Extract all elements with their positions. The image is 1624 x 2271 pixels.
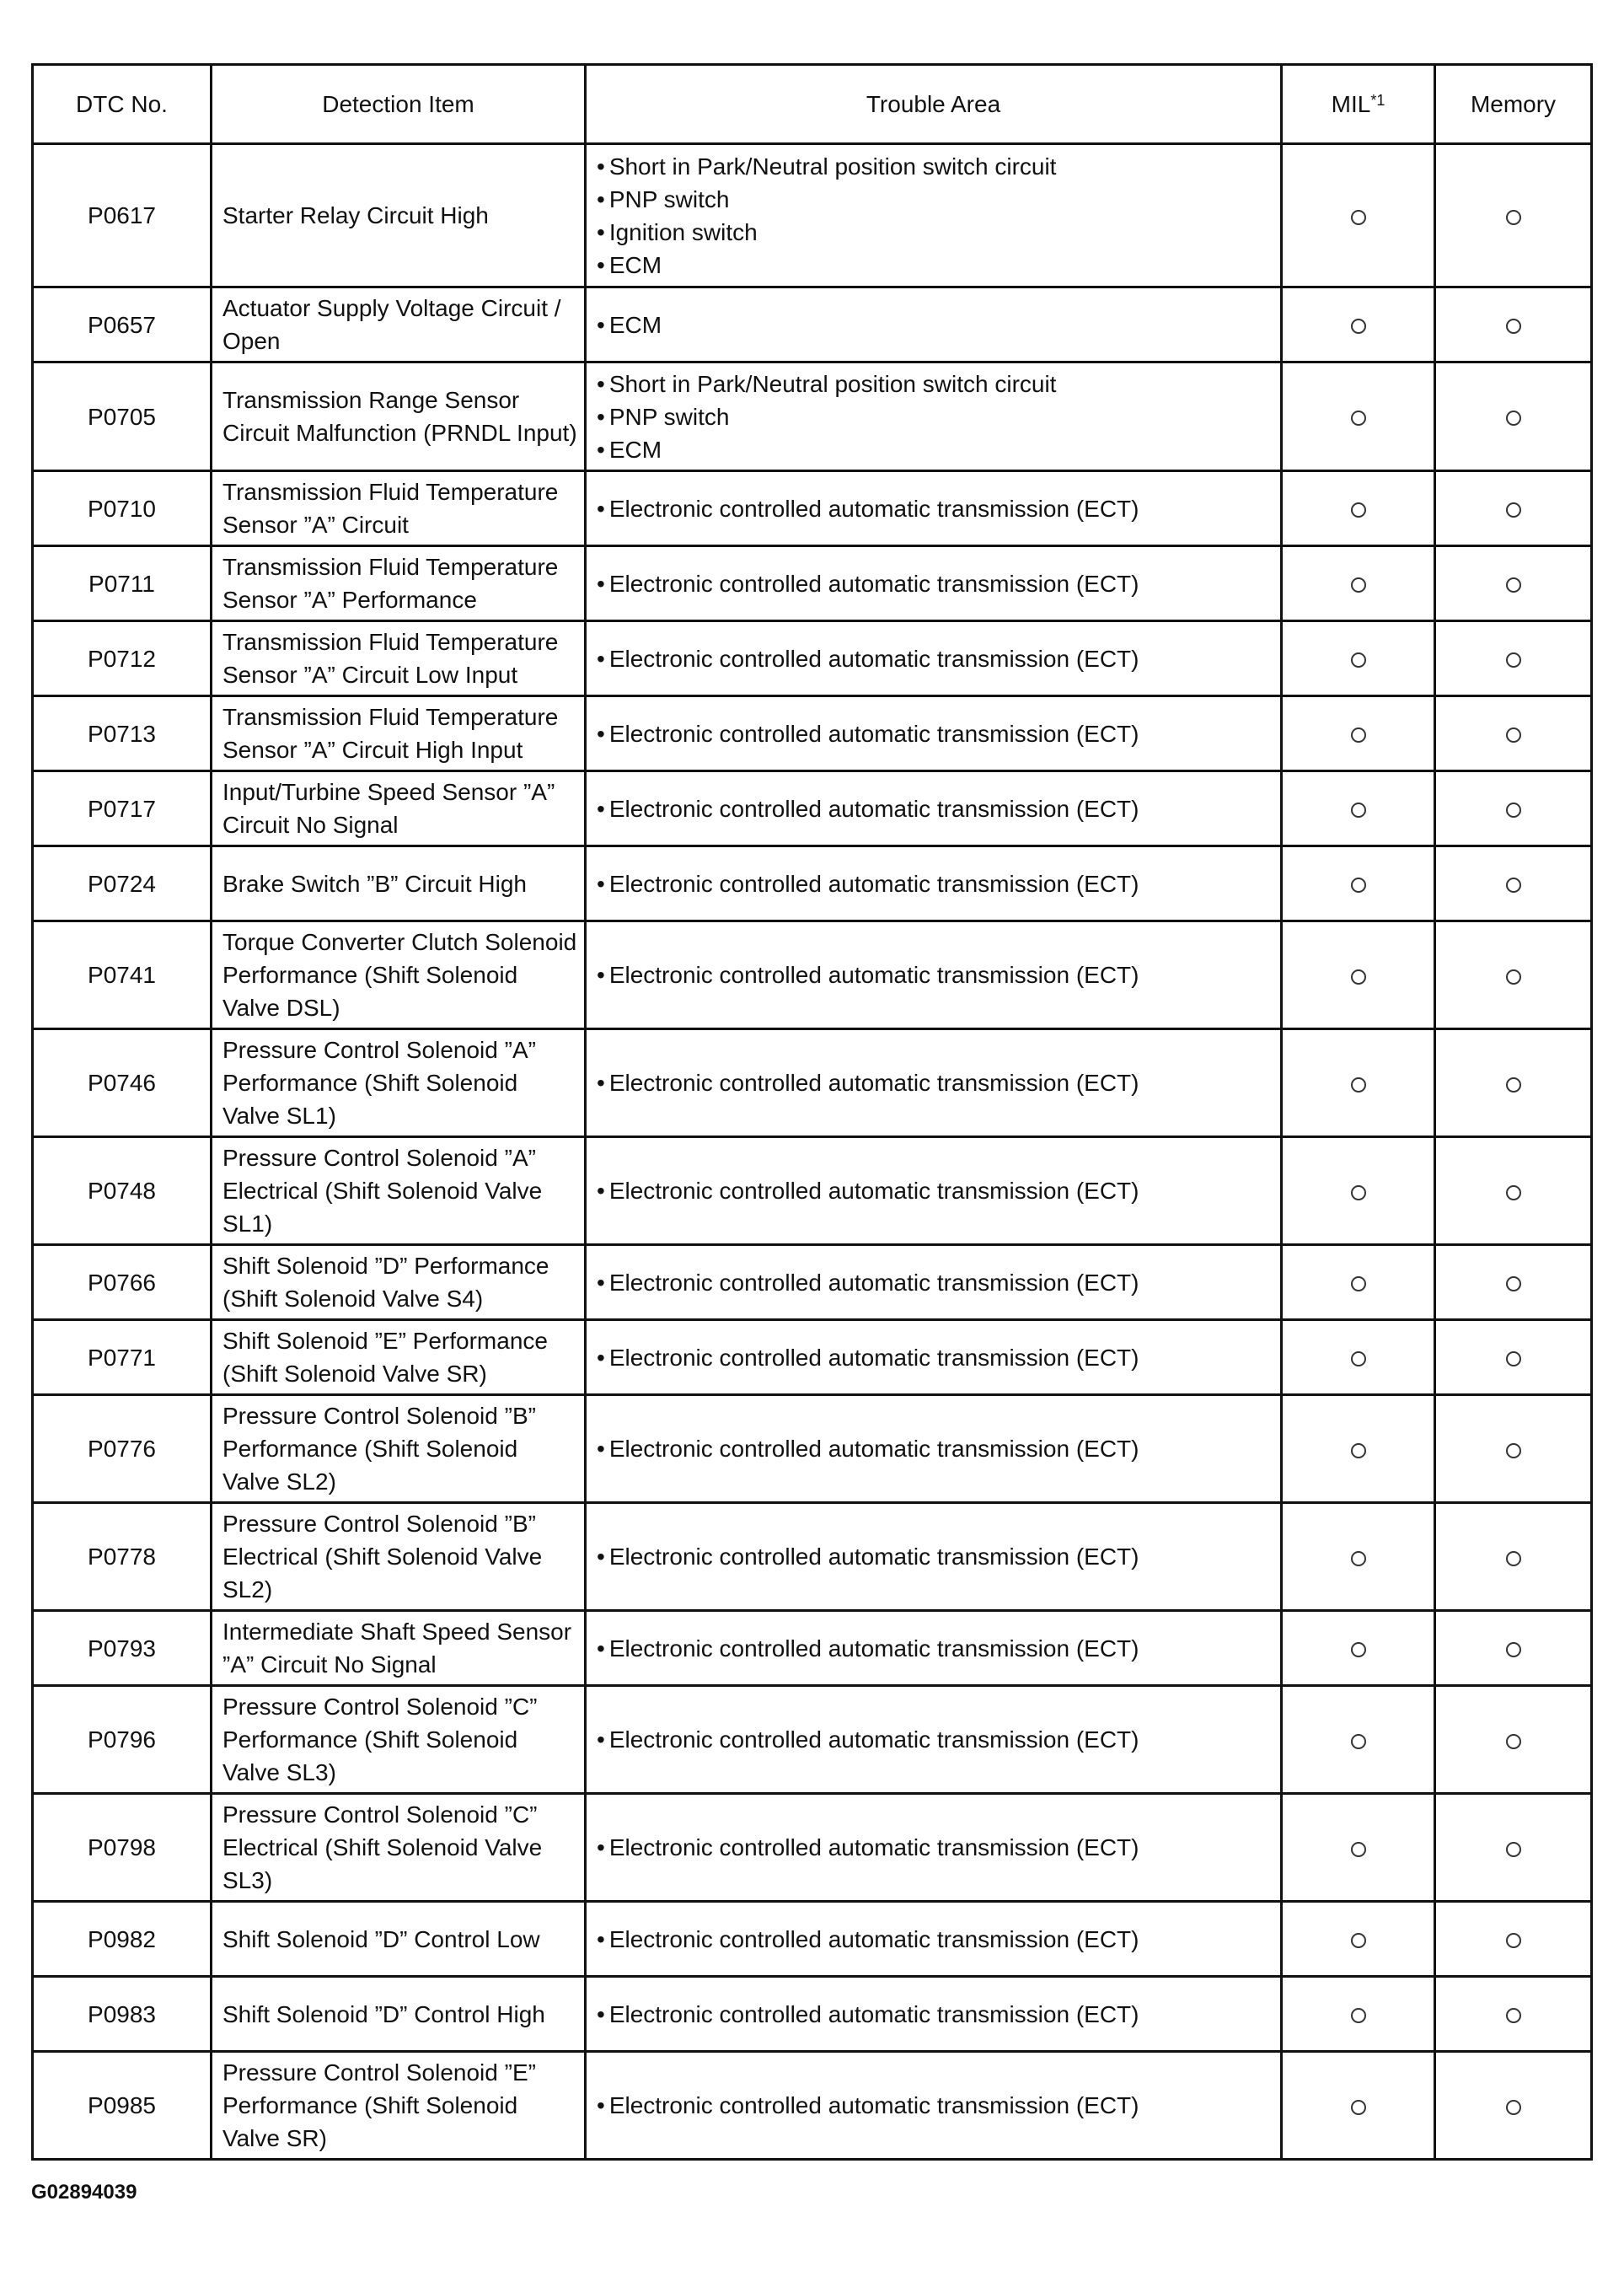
detection-item: Shift Solenoid ”D” Control High: [212, 1977, 586, 2052]
trouble-area-item: • Electronic controlled automatic transmission (ECT): [597, 867, 1272, 900]
trouble-area-item: • Electronic controlled automatic transmission (ECT): [597, 1998, 1272, 2031]
dtc-code: P0711: [33, 546, 212, 621]
table-row: [33, 1794, 1592, 1902]
memory-cell: [1435, 696, 1592, 771]
mil-circle-icon: [1351, 1734, 1366, 1749]
memory-circle-icon: [1506, 2008, 1521, 2023]
memory-circle-icon: [1506, 1185, 1521, 1200]
table-body: [33, 144, 1592, 2160]
dtc-code: P0717: [33, 771, 212, 846]
mil-circle-icon: [1351, 969, 1366, 985]
memory-circle-icon: [1506, 1443, 1521, 1458]
table-row: [33, 1320, 1592, 1395]
trouble-area-item: • PNP switch: [597, 183, 1272, 216]
mil-cell: [1282, 1395, 1435, 1503]
trouble-area: [586, 1503, 1282, 1611]
table-row: [33, 771, 1592, 846]
memory-circle-icon: [1506, 411, 1521, 426]
table-row: [33, 1611, 1592, 1686]
dtc-code: P0746: [33, 1029, 212, 1137]
trouble-area-item: • Electronic controlled automatic transmission (ECT): [597, 1066, 1272, 1099]
memory-cell: [1435, 546, 1592, 621]
table-row: [33, 1245, 1592, 1320]
trouble-area: [586, 1245, 1282, 1320]
memory-circle-icon: [1506, 1642, 1521, 1657]
detection-item: Pressure Control Solenoid ”A” Electrical (Shift Solenoid Valve SL1): [212, 1137, 586, 1245]
mil-circle-icon: [1351, 652, 1366, 668]
trouble-area-item: • Electronic controlled automatic transmission (ECT): [597, 1432, 1272, 1465]
table-row: [33, 696, 1592, 771]
mil-cell: [1282, 1245, 1435, 1320]
detection-item: Transmission Fluid Temperature Sensor ”A” Circuit: [212, 471, 586, 546]
detection-item: Transmission Fluid Temperature Sensor ”A” Performance: [212, 546, 586, 621]
dtc-code: P0766: [33, 1245, 212, 1320]
detection-item: Transmission Fluid Temperature Sensor ”A” Circuit Low Input: [212, 621, 586, 696]
mil-cell: [1282, 1503, 1435, 1611]
mil-circle-icon: [1351, 1185, 1366, 1200]
table-row: [33, 921, 1592, 1029]
memory-cell: [1435, 621, 1592, 696]
trouble-area: [586, 2052, 1282, 2160]
trouble-area: [586, 771, 1282, 846]
memory-cell: [1435, 144, 1592, 287]
detection-item: Brake Switch ”B” Circuit High: [212, 846, 586, 921]
dtc-code: P0771: [33, 1320, 212, 1395]
trouble-area-item: • Electronic controlled automatic transmission (ECT): [597, 1174, 1272, 1207]
table-row: [33, 1503, 1592, 1611]
trouble-area-item: • Electronic controlled automatic transmission (ECT): [597, 1266, 1272, 1299]
dtc-code: P0796: [33, 1686, 212, 1794]
mil-cell: [1282, 696, 1435, 771]
trouble-area-item: • Electronic controlled automatic transmission (ECT): [597, 958, 1272, 991]
mil-circle-icon: [1351, 502, 1366, 518]
header-mil-footnote: *1: [1370, 92, 1385, 109]
mil-cell: [1282, 1320, 1435, 1395]
trouble-area: [586, 1902, 1282, 1977]
table-row: [33, 362, 1592, 471]
detection-item: Actuator Supply Voltage Circuit / Open: [212, 287, 586, 362]
detection-item: Shift Solenoid ”E” Performance (Shift Solenoid Valve SR): [212, 1320, 586, 1395]
memory-circle-icon: [1506, 210, 1521, 225]
dtc-code: P0793: [33, 1611, 212, 1686]
mil-cell: [1282, 1611, 1435, 1686]
trouble-area-item: • ECM: [597, 433, 1272, 466]
trouble-area-item: • Electronic controlled automatic transmission (ECT): [597, 717, 1272, 750]
memory-circle-icon: [1506, 502, 1521, 518]
dtc-code: P0724: [33, 846, 212, 921]
memory-cell: [1435, 362, 1592, 471]
trouble-area: [586, 1977, 1282, 2052]
trouble-area-item: • Ignition switch: [597, 216, 1272, 249]
trouble-area: [586, 1137, 1282, 1245]
memory-cell: [1435, 1029, 1592, 1137]
trouble-area-item: • Electronic controlled automatic transmission (ECT): [597, 492, 1272, 525]
dtc-code: P0748: [33, 1137, 212, 1245]
mil-circle-icon: [1351, 1276, 1366, 1291]
trouble-area-item: • Electronic controlled automatic transmission (ECT): [597, 2089, 1272, 2122]
header-mil-label: MIL: [1331, 91, 1371, 117]
table-header: [33, 65, 1592, 144]
table-row: [33, 1029, 1592, 1137]
memory-cell: [1435, 1977, 1592, 2052]
mil-cell: [1282, 921, 1435, 1029]
trouble-area-item: • PNP switch: [597, 400, 1272, 433]
trouble-area: [586, 362, 1282, 471]
memory-circle-icon: [1506, 319, 1521, 334]
mil-cell: [1282, 2052, 1435, 2160]
table-row: [33, 144, 1592, 287]
mil-circle-icon: [1351, 1443, 1366, 1458]
mil-cell: [1282, 362, 1435, 471]
memory-cell: [1435, 471, 1592, 546]
memory-circle-icon: [1506, 1734, 1521, 1749]
memory-circle-icon: [1506, 878, 1521, 893]
trouble-area: [586, 621, 1282, 696]
mil-cell: [1282, 1686, 1435, 1794]
memory-cell: [1435, 771, 1592, 846]
memory-circle-icon: [1506, 1077, 1521, 1093]
trouble-area-item: • Electronic controlled automatic transmission (ECT): [597, 1540, 1272, 1573]
memory-cell: [1435, 1503, 1592, 1611]
mil-circle-icon: [1351, 727, 1366, 743]
dtc-code: P0983: [33, 1977, 212, 2052]
trouble-area-item: • ECM: [597, 309, 1272, 341]
trouble-area-item: • Short in Park/Neutral position switch circuit: [597, 150, 1272, 183]
detection-item: Shift Solenoid ”D” Control Low: [212, 1902, 586, 1977]
mil-cell: [1282, 771, 1435, 846]
trouble-area: [586, 144, 1282, 287]
table-row: [33, 846, 1592, 921]
memory-circle-icon: [1506, 2100, 1521, 2115]
trouble-area-item: • Electronic controlled automatic transmission (ECT): [597, 1923, 1272, 1956]
figure-id: G02894039: [31, 2181, 137, 2204]
trouble-area: [586, 471, 1282, 546]
dtc-code: P0657: [33, 287, 212, 362]
detection-item: Pressure Control Solenoid ”C” Electrical (Shift Solenoid Valve SL3): [212, 1794, 586, 1902]
dtc-code: P0776: [33, 1395, 212, 1503]
trouble-area-item: • ECM: [597, 249, 1272, 282]
memory-cell: [1435, 846, 1592, 921]
dtc-code: P0712: [33, 621, 212, 696]
mil-cell: [1282, 471, 1435, 546]
detection-item: Pressure Control Solenoid ”A” Performance (Shift Solenoid Valve SL1): [212, 1029, 586, 1137]
trouble-area-item: • Electronic controlled automatic transmission (ECT): [597, 1723, 1272, 1756]
trouble-area-item: • Electronic controlled automatic transmission (ECT): [597, 1341, 1272, 1374]
trouble-area: [586, 846, 1282, 921]
mil-cell: [1282, 1029, 1435, 1137]
trouble-area-item: • Electronic controlled automatic transmission (ECT): [597, 642, 1272, 675]
mil-circle-icon: [1351, 2008, 1366, 2023]
trouble-area: [586, 1029, 1282, 1137]
header-mil: [1282, 65, 1435, 144]
trouble-area: [586, 287, 1282, 362]
mil-circle-icon: [1351, 319, 1366, 334]
detection-item: Torque Converter Clutch Solenoid Performance (Shift Solenoid Valve DSL): [212, 921, 586, 1029]
memory-circle-icon: [1506, 1351, 1521, 1366]
mil-circle-icon: [1351, 411, 1366, 426]
trouble-area: [586, 1686, 1282, 1794]
memory-cell: [1435, 1137, 1592, 1245]
memory-circle-icon: [1506, 803, 1521, 818]
header-memory: Memory: [1435, 65, 1592, 144]
mil-circle-icon: [1351, 210, 1366, 225]
trouble-area: [586, 1611, 1282, 1686]
mil-cell: [1282, 846, 1435, 921]
mil-circle-icon: [1351, 1842, 1366, 1857]
detection-item: Pressure Control Solenoid ”B” Performance (Shift Solenoid Valve SL2): [212, 1395, 586, 1503]
memory-cell: [1435, 1320, 1592, 1395]
dtc-code: P0713: [33, 696, 212, 771]
dtc-code: P0778: [33, 1503, 212, 1611]
detection-item: Transmission Fluid Temperature Sensor ”A” Circuit High Input: [212, 696, 586, 771]
table-row: [33, 546, 1592, 621]
trouble-area-item: • Electronic controlled automatic transmission (ECT): [597, 1632, 1272, 1665]
memory-circle-icon: [1506, 1933, 1521, 1948]
table-row: [33, 287, 1592, 362]
mil-cell: [1282, 1137, 1435, 1245]
mil-cell: [1282, 1902, 1435, 1977]
memory-circle-icon: [1506, 1276, 1521, 1291]
memory-cell: [1435, 1794, 1592, 1902]
dtc-code: P0798: [33, 1794, 212, 1902]
memory-circle-icon: [1506, 969, 1521, 985]
detection-item: Input/Turbine Speed Sensor ”A” Circuit No Signal: [212, 771, 586, 846]
trouble-area-item: • Electronic controlled automatic transmission (ECT): [597, 567, 1272, 600]
detection-item: Pressure Control Solenoid ”B” Electrical (Shift Solenoid Valve SL2): [212, 1503, 586, 1611]
memory-circle-icon: [1506, 727, 1521, 743]
header-dtc-no: DTC No.: [33, 65, 212, 144]
detection-item: Pressure Control Solenoid ”E” Performance (Shift Solenoid Valve SR): [212, 2052, 586, 2160]
dtc-code: P0617: [33, 144, 212, 287]
trouble-area: [586, 921, 1282, 1029]
memory-cell: [1435, 287, 1592, 362]
table-row: [33, 1395, 1592, 1503]
table-row: [33, 1137, 1592, 1245]
mil-circle-icon: [1351, 878, 1366, 893]
detection-item: Intermediate Shaft Speed Sensor ”A” Circuit No Signal: [212, 1611, 586, 1686]
table-row: [33, 1902, 1592, 1977]
header-detection-item: Detection Item: [212, 65, 586, 144]
dtc-code: P0982: [33, 1902, 212, 1977]
detection-item: Pressure Control Solenoid ”C” Performance (Shift Solenoid Valve SL3): [212, 1686, 586, 1794]
mil-cell: [1282, 546, 1435, 621]
mil-circle-icon: [1351, 1351, 1366, 1366]
mil-circle-icon: [1351, 2100, 1366, 2115]
memory-circle-icon: [1506, 1551, 1521, 1566]
mil-circle-icon: [1351, 577, 1366, 593]
mil-cell: [1282, 144, 1435, 287]
table-row: [33, 471, 1592, 546]
dtc-code: P0985: [33, 2052, 212, 2160]
trouble-area-item: • Electronic controlled automatic transmission (ECT): [597, 1831, 1272, 1864]
memory-cell: [1435, 1245, 1592, 1320]
trouble-area: [586, 546, 1282, 621]
header-trouble-area: Trouble Area: [586, 65, 1282, 144]
dtc-code: P0741: [33, 921, 212, 1029]
header-row: [33, 65, 1592, 144]
memory-circle-icon: [1506, 577, 1521, 593]
table-row: [33, 1977, 1592, 2052]
mil-cell: [1282, 1794, 1435, 1902]
memory-circle-icon: [1506, 652, 1521, 668]
mil-cell: [1282, 287, 1435, 362]
memory-cell: [1435, 1611, 1592, 1686]
trouble-area-item: • Short in Park/Neutral position switch circuit: [597, 368, 1272, 400]
memory-cell: [1435, 921, 1592, 1029]
detection-item: Shift Solenoid ”D” Performance (Shift Solenoid Valve S4): [212, 1245, 586, 1320]
trouble-area-item: • Electronic controlled automatic transmission (ECT): [597, 792, 1272, 825]
mil-circle-icon: [1351, 1551, 1366, 1566]
trouble-area: [586, 696, 1282, 771]
memory-circle-icon: [1506, 1842, 1521, 1857]
table-row: [33, 2052, 1592, 2160]
mil-circle-icon: [1351, 803, 1366, 818]
mil-cell: [1282, 621, 1435, 696]
memory-cell: [1435, 1395, 1592, 1503]
detection-item: Transmission Range Sensor Circuit Malfunction (PRNDL Input): [212, 362, 586, 471]
memory-cell: [1435, 1902, 1592, 1977]
dtc-code: P0705: [33, 362, 212, 471]
mil-circle-icon: [1351, 1933, 1366, 1948]
dtc-table: [31, 63, 1593, 2161]
trouble-area: [586, 1395, 1282, 1503]
memory-cell: [1435, 1686, 1592, 1794]
table-row: [33, 1686, 1592, 1794]
mil-cell: [1282, 1977, 1435, 2052]
mil-circle-icon: [1351, 1077, 1366, 1093]
trouble-area: [586, 1794, 1282, 1902]
table-row: [33, 621, 1592, 696]
trouble-area: [586, 1320, 1282, 1395]
mil-circle-icon: [1351, 1642, 1366, 1657]
memory-cell: [1435, 2052, 1592, 2160]
detection-item: Starter Relay Circuit High: [212, 144, 586, 287]
dtc-code: P0710: [33, 471, 212, 546]
